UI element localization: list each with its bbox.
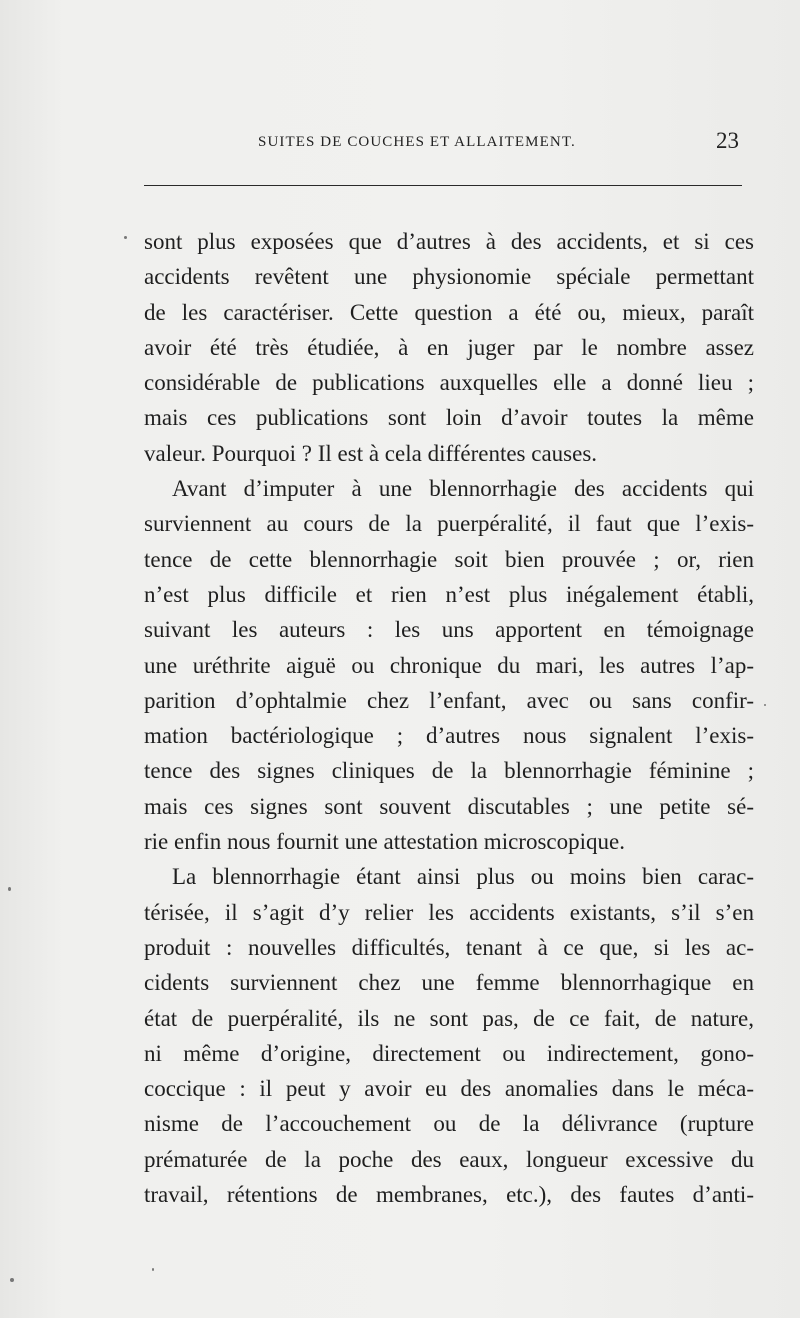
text-line: mation bactériologique ; d’autres nous signalent l’exis- <box>144 723 754 749</box>
text-line: parition d’ophtalmie chez l’enfant, avec ou sans confir- <box>144 687 754 713</box>
text-line: travail, rétentions de membranes, etc.), des fautes d’anti- <box>144 1182 754 1208</box>
paper-speck <box>152 1268 154 1271</box>
text-line: cidents surviennent chez une femme blennorrhagique en <box>144 970 754 996</box>
text-line: coccique : il peut y avoir eu des anomalies dans le méca- <box>144 1076 754 1102</box>
text-line: surviennent au cours de la puerpéralité, il faut que l’exis- <box>144 511 754 537</box>
text-line: produit : nouvelles difficultés, tenant à ce que, si les ac- <box>144 934 754 960</box>
text-line: n’est plus difficile et rien n’est plus inégalement établi, <box>144 581 754 607</box>
text-line: mais ces publications sont loin d’avoir toutes la même <box>144 405 754 431</box>
paper-speck <box>124 236 127 239</box>
text-line: état de puerpéralité, ils ne sont pas, de ce fait, de nature, <box>144 1005 754 1031</box>
text-line: valeur. Pourquoi ? Il est à cela différentes causes. <box>144 440 598 466</box>
text-line: une uréthrite aiguë ou chronique du mari, les autres l’ap- <box>144 652 754 678</box>
text-line: considérable de publications auxquelles elle a donné lieu ; <box>144 370 754 396</box>
running-head-title: SUITES DE COUCHES ET ALLAITEMENT. <box>258 134 576 150</box>
text-line: avoir été très étudiée, à en juger par le nombre assez <box>144 334 754 360</box>
text-line: mais ces signes sont souvent discutables ; une petite sé- <box>144 793 754 819</box>
paper-speck <box>764 704 766 706</box>
text-line: suivant les auteurs : les uns apportent en témoignage <box>144 617 754 643</box>
text-line: tence de cette blennorrhagie soit bien prouvée ; or, rien <box>144 546 754 572</box>
paragraph-start-line: Avant d’imputer à une blennorrhagie des accidents qui <box>172 476 754 502</box>
page-number: 23 <box>716 128 739 153</box>
text-line: térisée, il s’agit d’y relier les accidents existants, s’il s’en <box>144 899 754 925</box>
body-text <box>144 224 754 1212</box>
paper-speck <box>8 887 11 891</box>
header-rule <box>144 185 742 186</box>
paragraph-start-line: La blennorrhagie étant ainsi plus ou moins bien carac- <box>172 864 754 890</box>
text-line: prématurée de la poche des eaux, longueur excessive du <box>144 1146 754 1172</box>
text-line: sont plus exposées que d’autres à des accidents, et si ces <box>144 229 754 254</box>
paper-speck <box>10 1278 14 1282</box>
text-line: ni même d’origine, directement ou indirectement, gono- <box>144 1040 754 1066</box>
text-line: nisme de l’accouchement ou de la délivrance (rupture <box>144 1111 754 1137</box>
text-line: rie enfin nous fournit une attestation microscopique. <box>144 829 625 855</box>
text-line: de les caractériser. Cette question a été ou, mieux, paraît <box>144 299 754 325</box>
text-line: accidents revêtent une physionomie spéciale permettant <box>144 264 754 290</box>
text-line: tence des signes cliniques de la blennorrhagie féminine ; <box>144 758 754 784</box>
